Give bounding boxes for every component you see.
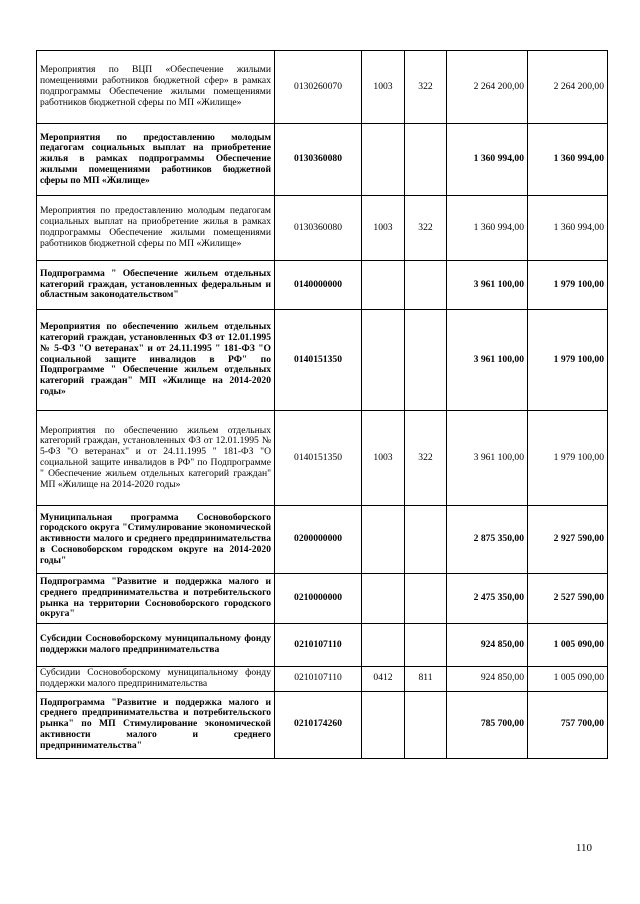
row-expense-type-cell [405,624,447,667]
table-row [37,124,608,196]
row-expense-type-cell [405,261,447,310]
row-expense-type-cell: 322 [405,51,447,124]
row-target-code-cell: 0130360080 [275,196,362,261]
row-expense-type-cell [405,574,447,624]
row-amount-1-cell: 2 875 350,00 [447,506,528,574]
row-amount-2-cell: 1 979 100,00 [528,310,608,411]
row-section-code-cell: 1003 [362,411,405,506]
row-amount-1-cell: 924 850,00 [447,667,528,692]
table-row [37,261,608,310]
row-section-code-cell [362,574,405,624]
row-name-cell: Подпрограмма "Развитие и поддержка малого и среднего предпринимательства и потребительского рынка" по МП Стимулирование экономической активности малого и среднего предпринимательства" [37,691,275,758]
row-amount-2-cell: 757 700,00 [528,691,608,758]
row-target-code-cell: 0130260070 [275,51,362,124]
row-amount-2-cell: 1 360 994,00 [528,124,608,196]
row-section-code-cell [362,506,405,574]
row-target-code-cell: 0130360080 [275,124,362,196]
page-number: 110 [575,842,592,854]
row-target-code-cell: 0140000000 [275,261,362,310]
row-target-code-cell: 0200000000 [275,506,362,574]
row-name-cell: Мероприятия по предоставлению молодым педагогам социальных выплат на приобретение жилья в рамках подпрограммы Обеспечение жилыми помещениями работников бюджетной сферы по МП «Жилище» [37,196,275,261]
table-row [37,574,608,624]
table-row [37,51,608,124]
row-name-cell: Мероприятия по ВЦП «Обеспечение жилыми помещениями работников бюджетной сфер» в рамках подпрограммы Обеспечение жилыми помещениями работников бюджетной сферы по МП «Жилище» [37,51,275,124]
table-row [37,411,608,506]
row-expense-type-cell [405,124,447,196]
table-row [37,691,608,758]
row-expense-type-cell: 322 [405,196,447,261]
row-amount-1-cell: 924 850,00 [447,624,528,667]
row-expense-type-cell [405,506,447,574]
row-amount-2-cell: 2 527 590,00 [528,574,608,624]
table-row [37,624,608,667]
row-section-code-cell: 1003 [362,51,405,124]
table-row [37,667,608,692]
row-amount-2-cell: 1 360 994,00 [528,196,608,261]
row-target-code-cell: 0210174260 [275,691,362,758]
table-row [37,310,608,411]
row-amount-2-cell: 2 927 590,00 [528,506,608,574]
row-expense-type-cell [405,691,447,758]
row-section-code-cell [362,691,405,758]
row-section-code-cell [362,261,405,310]
row-amount-1-cell: 3 961 100,00 [447,411,528,506]
row-section-code-cell [362,124,405,196]
row-name-cell: Субсидии Сосновоборскому муниципальному фонду поддержки малого предпринимательства [37,667,275,692]
budget-table [36,50,608,759]
row-name-cell: Подпрограмма "Развитие и поддержка малого и среднего предпринимательства и потребительского рынка на территории Сосновоборского городского округа" [37,574,275,624]
row-expense-type-cell: 322 [405,411,447,506]
row-amount-1-cell: 785 700,00 [447,691,528,758]
budget-table-body [37,51,608,759]
table-row [37,506,608,574]
row-name-cell: Мероприятия по обеспечению жильем отдельных категорий граждан, установленных ФЗ от 12.01.1995 № 5-ФЗ "О ветеранах" и от 24.11.1995 " 181-ФЗ "О социальной защите инвалидов в РФ" по Подпрограмме " Обеспечение жильем отдельных категорий граждан" МП «Жилище на 2014-2020 годы» [37,411,275,506]
row-amount-1-cell: 1 360 994,00 [447,196,528,261]
row-target-code-cell: 0210107110 [275,667,362,692]
row-target-code-cell: 0210000000 [275,574,362,624]
row-section-code-cell [362,310,405,411]
row-amount-2-cell: 2 264 200,00 [528,51,608,124]
budget-page [36,50,607,759]
row-name-cell: Мероприятия по обеспечению жильем отдельных категорий граждан, установленных ФЗ от 12.01.1995 № 5-ФЗ "О ветеранах" и от 24.11.1995 " 181-ФЗ "О социальной защите инвалидов в РФ" по Подпрограмме " Обеспечение жильем отдельных категорий граждан" МП «Жилище на 2014-2020 годы» [37,310,275,411]
row-section-code-cell: 1003 [362,196,405,261]
row-amount-1-cell: 3 961 100,00 [447,261,528,310]
row-amount-1-cell: 3 961 100,00 [447,310,528,411]
row-section-code-cell [362,624,405,667]
row-amount-1-cell: 2 475 350,00 [447,574,528,624]
row-section-code-cell: 0412 [362,667,405,692]
row-target-code-cell: 0140151350 [275,310,362,411]
table-row [37,196,608,261]
row-name-cell: Подпрограмма " Обеспечение жильем отдельных категорий граждан, установленных федеральным и областным законодательством" [37,261,275,310]
row-target-code-cell: 0140151350 [275,411,362,506]
row-name-cell: Муниципальная программа Сосновоборского городского округа "Стимулирование экономической активности малого и среднего предпринимательства в Сосновоборском городском округе на 2014-2020 годы" [37,506,275,574]
row-amount-1-cell: 2 264 200,00 [447,51,528,124]
row-name-cell: Мероприятия по предоставлению молодым педагогам социальных выплат на приобретение жилья в рамках подпрограммы Обеспечение жилыми помещениями работников бюджетной сферы по МП «Жилище» [37,124,275,196]
row-amount-2-cell: 1 979 100,00 [528,261,608,310]
row-target-code-cell: 0210107110 [275,624,362,667]
row-amount-2-cell: 1 005 090,00 [528,667,608,692]
row-name-cell: Субсидии Сосновоборскому муниципальному фонду поддержки малого предпринимательства [37,624,275,667]
row-amount-2-cell: 1 979 100,00 [528,411,608,506]
row-expense-type-cell: 811 [405,667,447,692]
row-expense-type-cell [405,310,447,411]
row-amount-2-cell: 1 005 090,00 [528,624,608,667]
row-amount-1-cell: 1 360 994,00 [447,124,528,196]
